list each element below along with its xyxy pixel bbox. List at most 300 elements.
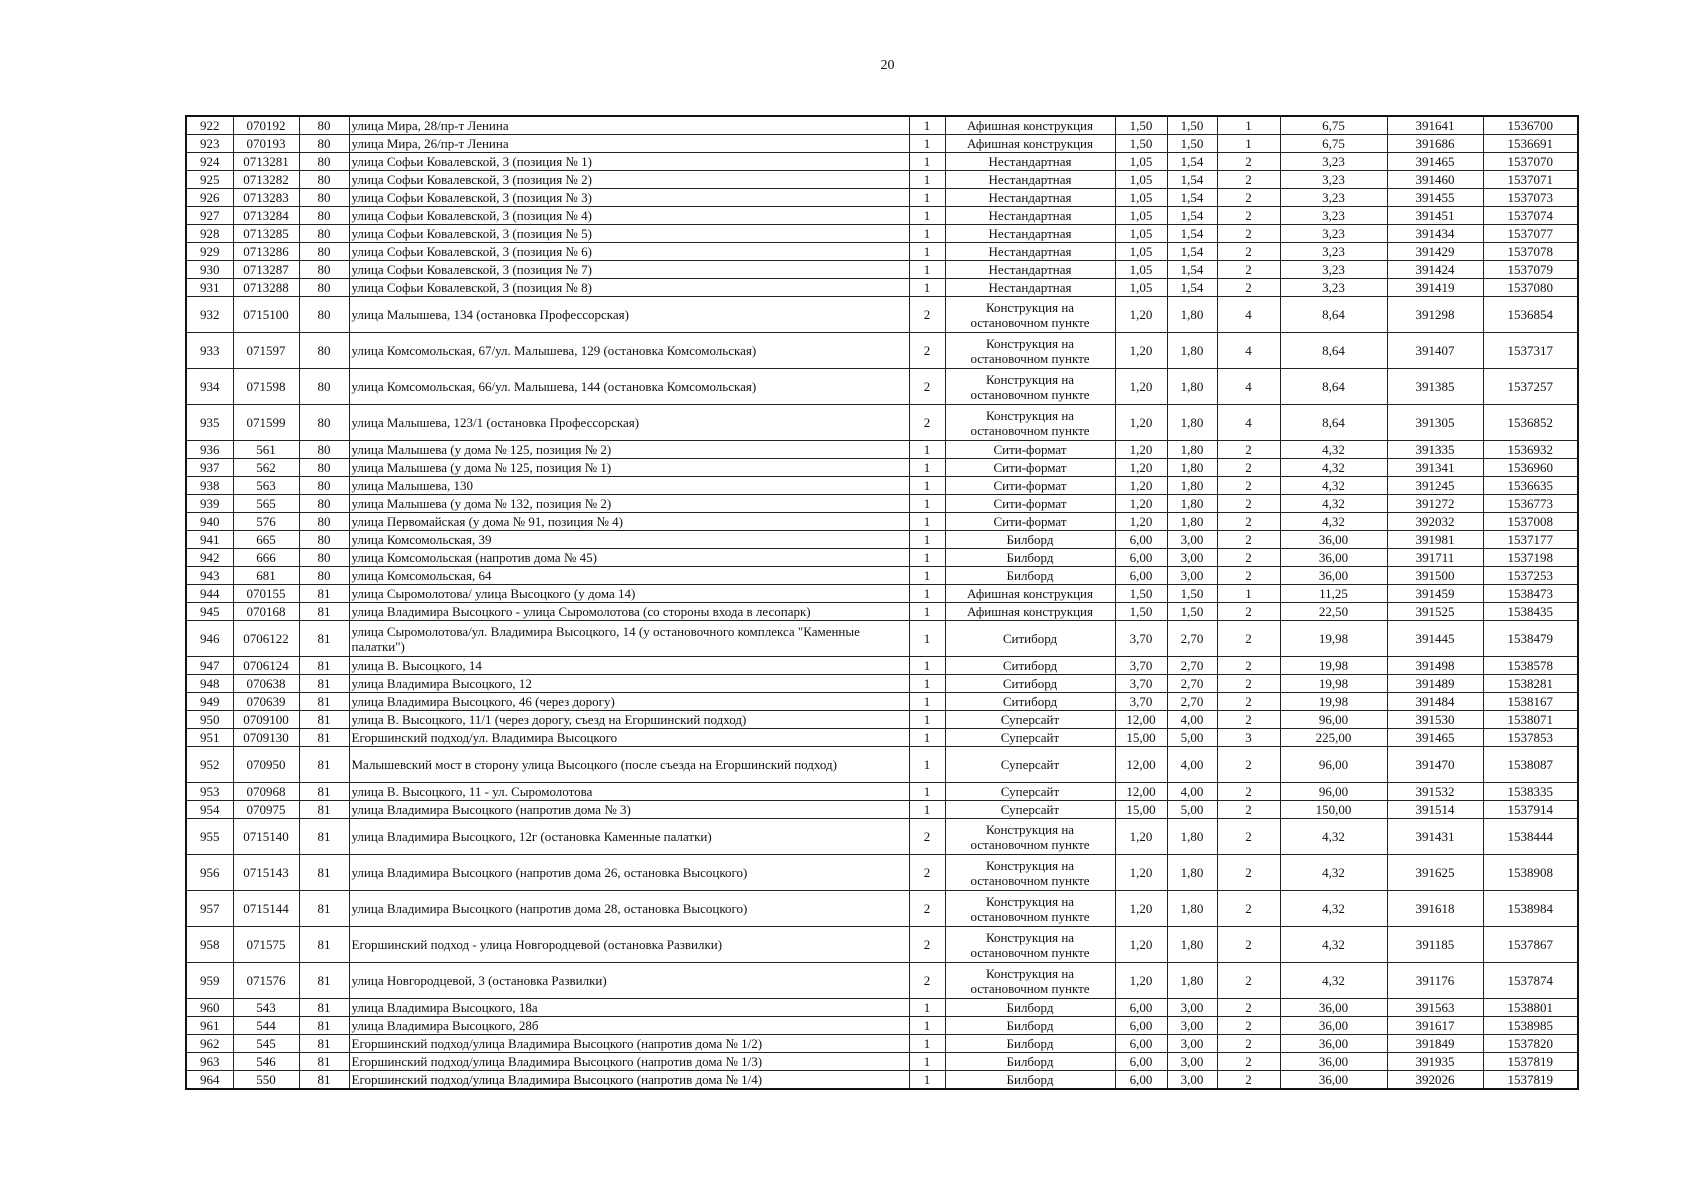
cell-construction-type: Ситиборд [945,675,1115,693]
cell-row-number: 944 [186,585,233,603]
cell-sides: 1 [909,549,945,567]
cell-address: улица Софьи Ковалевской, 3 (позиция № 8) [349,279,909,297]
cell-address: Егоршинский подход/ул. Владимира Высоцкого [349,729,909,747]
cell-construction-type: Нестандартная [945,171,1115,189]
cell-faces: 2 [1217,189,1280,207]
cell-row-number: 957 [186,891,233,927]
cell-code: 0715143 [233,855,299,891]
table-row [186,405,1578,441]
table-row [186,675,1578,693]
cell-coord-y: 1538908 [1483,855,1578,891]
cell-construction-type: Билборд [945,999,1115,1017]
cell-height: 1,80 [1167,927,1217,963]
table-row [186,963,1578,999]
cell-coord-y: 1537853 [1483,729,1578,747]
cell-district: 80 [299,513,349,531]
cell-coord-y: 1538335 [1483,783,1578,801]
cell-height: 1,80 [1167,513,1217,531]
cell-coord-x: 391341 [1387,459,1483,477]
table-row [186,549,1578,567]
cell-faces: 2 [1217,747,1280,783]
cell-district: 81 [299,711,349,729]
cell-district: 81 [299,693,349,711]
cell-construction-type: Нестандартная [945,225,1115,243]
cell-address: улица Мира, 26/пр-т Ленина [349,135,909,153]
cell-faces: 2 [1217,513,1280,531]
cell-construction-type: Нестандартная [945,189,1115,207]
cell-construction-type: Афишная конструкция [945,585,1115,603]
cell-row-number: 950 [186,711,233,729]
cell-faces: 2 [1217,621,1280,657]
cell-coord-x: 391431 [1387,819,1483,855]
cell-district: 81 [299,891,349,927]
table-row [186,1071,1578,1090]
cell-coord-y: 1537819 [1483,1071,1578,1090]
table-row [186,1017,1578,1035]
cell-area: 96,00 [1280,747,1387,783]
cell-district: 81 [299,585,349,603]
cell-faces: 4 [1217,405,1280,441]
cell-row-number: 940 [186,513,233,531]
cell-row-number: 922 [186,116,233,135]
cell-height: 2,70 [1167,657,1217,675]
cell-district: 81 [299,783,349,801]
cell-height: 1,80 [1167,297,1217,333]
table-row [186,1035,1578,1053]
cell-width: 6,00 [1115,531,1167,549]
cell-address: улица Комсомольская, 67/ул. Малышева, 129 (остановка Комсомольская) [349,333,909,369]
cell-address: Егоршинский подход - улица Новгородцевой (остановка Развилки) [349,927,909,963]
cell-construction-type: Конструкция на остановочном пункте [945,333,1115,369]
cell-area: 36,00 [1280,1053,1387,1071]
table-body [186,116,1578,1089]
cell-district: 80 [299,207,349,225]
cell-address: улица Новгородцевой, 3 (остановка Развилки) [349,963,909,999]
cell-construction-type: Билборд [945,1053,1115,1071]
cell-width: 1,05 [1115,225,1167,243]
cell-area: 19,98 [1280,693,1387,711]
cell-address: улица Комсомольская, 66/ул. Малышева, 144 (остановка Комсомольская) [349,369,909,405]
cell-sides: 1 [909,116,945,135]
cell-construction-type: Суперсайт [945,783,1115,801]
cell-address: улица Софьи Ковалевской, 3 (позиция № 5) [349,225,909,243]
cell-faces: 2 [1217,657,1280,675]
cell-coord-x: 391305 [1387,405,1483,441]
cell-construction-type: Афишная конструкция [945,116,1115,135]
cell-width: 1,20 [1115,927,1167,963]
cell-sides: 1 [909,801,945,819]
cell-code: 0713284 [233,207,299,225]
cell-area: 4,32 [1280,855,1387,891]
cell-address: улица Малышева (у дома № 125, позиция № 1) [349,459,909,477]
cell-height: 1,50 [1167,135,1217,153]
cell-faces: 2 [1217,783,1280,801]
cell-construction-type: Конструкция на остановочном пункте [945,891,1115,927]
cell-coord-y: 1538984 [1483,891,1578,927]
cell-coord-x: 391429 [1387,243,1483,261]
cell-row-number: 935 [186,405,233,441]
cell-code: 0713286 [233,243,299,261]
cell-width: 3,70 [1115,675,1167,693]
cell-area: 3,23 [1280,261,1387,279]
cell-address: улица Владимира Высоцкого, 12г (остановка Каменные палатки) [349,819,909,855]
cell-sides: 1 [909,207,945,225]
cell-construction-type: Конструкция на остановочном пункте [945,297,1115,333]
cell-area: 19,98 [1280,675,1387,693]
cell-area: 4,32 [1280,495,1387,513]
cell-address: Егоршинский подход/улица Владимира Высоцкого (напротив дома № 1/2) [349,1035,909,1053]
cell-coord-y: 1537070 [1483,153,1578,171]
cell-area: 19,98 [1280,621,1387,657]
cell-sides: 1 [909,567,945,585]
cell-construction-type: Билборд [945,1071,1115,1090]
table-row [186,657,1578,675]
cell-faces: 2 [1217,819,1280,855]
cell-height: 1,80 [1167,855,1217,891]
cell-district: 81 [299,1071,349,1090]
cell-width: 1,20 [1115,441,1167,459]
cell-width: 1,50 [1115,116,1167,135]
cell-height: 1,50 [1167,603,1217,621]
cell-area: 4,32 [1280,477,1387,495]
table-row [186,369,1578,405]
cell-sides: 1 [909,153,945,171]
cell-faces: 2 [1217,567,1280,585]
cell-construction-type: Билборд [945,1017,1115,1035]
cell-address: улица Малышева (у дома № 132, позиция № 2) [349,495,909,513]
cell-sides: 1 [909,459,945,477]
cell-row-number: 953 [186,783,233,801]
cell-area: 150,00 [1280,801,1387,819]
cell-area: 8,64 [1280,297,1387,333]
cell-code: 071576 [233,963,299,999]
cell-code: 562 [233,459,299,477]
table-row [186,711,1578,729]
cell-address: улица Комсомольская, 64 [349,567,909,585]
cell-coord-x: 391514 [1387,801,1483,819]
cell-coord-x: 391530 [1387,711,1483,729]
cell-area: 96,00 [1280,711,1387,729]
cell-sides: 1 [909,171,945,189]
cell-sides: 1 [909,747,945,783]
cell-faces: 2 [1217,477,1280,495]
cell-faces: 2 [1217,999,1280,1017]
cell-width: 1,20 [1115,963,1167,999]
cell-sides: 1 [909,477,945,495]
cell-width: 1,20 [1115,495,1167,513]
cell-height: 3,00 [1167,1053,1217,1071]
cell-code: 0713281 [233,153,299,171]
cell-height: 3,00 [1167,549,1217,567]
cell-row-number: 946 [186,621,233,657]
cell-address: Егоршинский подход/улица Владимира Высоцкого (напротив дома № 1/3) [349,1053,909,1071]
cell-address: улица Сыромолотова/ул. Владимира Высоцкого, 14 (у остановочного комплекса "Каменные палатки") [349,621,909,657]
cell-area: 3,23 [1280,153,1387,171]
cell-height: 1,50 [1167,116,1217,135]
cell-code: 070975 [233,801,299,819]
cell-code: 576 [233,513,299,531]
cell-row-number: 952 [186,747,233,783]
cell-coord-y: 1538473 [1483,585,1578,603]
cell-area: 3,23 [1280,189,1387,207]
cell-coord-y: 1537317 [1483,333,1578,369]
cell-code: 070192 [233,116,299,135]
cell-row-number: 947 [186,657,233,675]
cell-faces: 2 [1217,261,1280,279]
cell-coord-x: 391385 [1387,369,1483,405]
cell-width: 1,20 [1115,819,1167,855]
cell-sides: 1 [909,513,945,531]
cell-district: 80 [299,189,349,207]
cell-coord-y: 1536960 [1483,459,1578,477]
cell-area: 11,25 [1280,585,1387,603]
cell-faces: 2 [1217,207,1280,225]
cell-row-number: 927 [186,207,233,225]
cell-row-number: 936 [186,441,233,459]
cell-construction-type: Сити-формат [945,513,1115,531]
cell-code: 0715144 [233,891,299,927]
table-row [186,927,1578,963]
cell-construction-type: Конструкция на остановочном пункте [945,855,1115,891]
cell-width: 12,00 [1115,783,1167,801]
cell-sides: 1 [909,711,945,729]
cell-faces: 2 [1217,675,1280,693]
cell-height: 1,54 [1167,189,1217,207]
cell-faces: 2 [1217,693,1280,711]
cell-coord-y: 1538435 [1483,603,1578,621]
cell-faces: 1 [1217,116,1280,135]
cell-address: улица Первомайская (у дома № 91, позиция № 4) [349,513,909,531]
cell-construction-type: Сити-формат [945,477,1115,495]
cell-district: 80 [299,171,349,189]
cell-coord-y: 1538167 [1483,693,1578,711]
table-row [186,585,1578,603]
cell-construction-type: Ситиборд [945,693,1115,711]
cell-construction-type: Конструкция на остановочном пункте [945,927,1115,963]
cell-width: 1,20 [1115,891,1167,927]
cell-height: 5,00 [1167,801,1217,819]
cell-sides: 2 [909,333,945,369]
cell-faces: 2 [1217,891,1280,927]
table-row [186,729,1578,747]
cell-coord-y: 1536852 [1483,405,1578,441]
cell-construction-type: Билборд [945,567,1115,585]
cell-coord-y: 1536854 [1483,297,1578,333]
cell-coord-y: 1537867 [1483,927,1578,963]
cell-code: 665 [233,531,299,549]
cell-district: 81 [299,855,349,891]
cell-address: улица Сыромолотова/ улица Высоцкого (у дома 14) [349,585,909,603]
cell-coord-x: 391500 [1387,567,1483,585]
cell-coord-x: 391459 [1387,585,1483,603]
cell-code: 0715100 [233,297,299,333]
cell-address: Егоршинский подход/улица Владимира Высоцкого (напротив дома № 1/4) [349,1071,909,1090]
cell-code: 071599 [233,405,299,441]
cell-width: 6,00 [1115,567,1167,585]
cell-faces: 2 [1217,171,1280,189]
cell-coord-x: 391451 [1387,207,1483,225]
cell-code: 071598 [233,369,299,405]
cell-row-number: 939 [186,495,233,513]
constructions-table [185,115,1579,1090]
cell-coord-y: 1536691 [1483,135,1578,153]
cell-address: улица Владимира Высоцкого, 12 [349,675,909,693]
cell-construction-type: Билборд [945,1035,1115,1053]
cell-address: улица В. Высоцкого, 14 [349,657,909,675]
cell-code: 563 [233,477,299,495]
cell-district: 80 [299,369,349,405]
cell-sides: 1 [909,189,945,207]
cell-row-number: 928 [186,225,233,243]
cell-width: 6,00 [1115,1071,1167,1090]
cell-row-number: 942 [186,549,233,567]
cell-address: улица Владимира Высоцкого (напротив дома 28, остановка Высоцкого) [349,891,909,927]
cell-area: 36,00 [1280,1017,1387,1035]
cell-construction-type: Нестандартная [945,261,1115,279]
cell-faces: 2 [1217,441,1280,459]
cell-coord-x: 392026 [1387,1071,1483,1090]
cell-district: 80 [299,441,349,459]
cell-address: улица Малышева, 134 (остановка Профессорская) [349,297,909,333]
table-row [186,171,1578,189]
cell-sides: 1 [909,261,945,279]
cell-district: 81 [299,603,349,621]
cell-width: 3,70 [1115,621,1167,657]
cell-faces: 4 [1217,369,1280,405]
cell-coord-y: 1538801 [1483,999,1578,1017]
table-row [186,801,1578,819]
cell-sides: 2 [909,369,945,405]
cell-address: улица Мира, 28/пр-т Ленина [349,116,909,135]
cell-row-number: 933 [186,333,233,369]
cell-code: 070155 [233,585,299,603]
cell-district: 80 [299,459,349,477]
cell-coord-y: 1537079 [1483,261,1578,279]
cell-coord-x: 391424 [1387,261,1483,279]
cell-address: улица Малышева (у дома № 125, позиция № 2) [349,441,909,459]
cell-coord-y: 1537074 [1483,207,1578,225]
cell-construction-type: Ситиборд [945,621,1115,657]
cell-address: улица Софьи Ковалевской, 3 (позиция № 4) [349,207,909,225]
cell-construction-type: Нестандартная [945,207,1115,225]
table-row [186,513,1578,531]
cell-code: 0713287 [233,261,299,279]
cell-coord-y: 1536932 [1483,441,1578,459]
cell-sides: 1 [909,441,945,459]
cell-width: 1,05 [1115,261,1167,279]
table-row [186,135,1578,153]
cell-area: 19,98 [1280,657,1387,675]
table-row [186,621,1578,657]
cell-construction-type: Конструкция на остановочном пункте [945,369,1115,405]
cell-sides: 1 [909,279,945,297]
cell-height: 3,00 [1167,531,1217,549]
cell-code: 0713283 [233,189,299,207]
cell-width: 1,05 [1115,243,1167,261]
cell-sides: 1 [909,225,945,243]
table-row [186,279,1578,297]
cell-district: 80 [299,225,349,243]
cell-code: 561 [233,441,299,459]
cell-faces: 1 [1217,135,1280,153]
cell-height: 1,54 [1167,243,1217,261]
cell-district: 81 [299,729,349,747]
cell-row-number: 926 [186,189,233,207]
cell-coord-x: 391434 [1387,225,1483,243]
cell-coord-y: 1538479 [1483,621,1578,657]
table-row [186,693,1578,711]
cell-construction-type: Сити-формат [945,459,1115,477]
cell-width: 3,70 [1115,657,1167,675]
cell-faces: 2 [1217,801,1280,819]
cell-coord-x: 391455 [1387,189,1483,207]
page-number: 20 [880,58,895,73]
cell-row-number: 958 [186,927,233,963]
cell-height: 1,54 [1167,153,1217,171]
cell-coord-y: 1537078 [1483,243,1578,261]
table-row [186,999,1578,1017]
cell-code: 0713285 [233,225,299,243]
cell-construction-type: Нестандартная [945,279,1115,297]
cell-row-number: 934 [186,369,233,405]
cell-sides: 1 [909,1071,945,1090]
cell-district: 80 [299,261,349,279]
cell-construction-type: Афишная конструкция [945,603,1115,621]
cell-width: 12,00 [1115,711,1167,729]
cell-faces: 4 [1217,297,1280,333]
cell-district: 81 [299,657,349,675]
cell-address: улица Малышева, 123/1 (остановка Профессорская) [349,405,909,441]
cell-area: 8,64 [1280,369,1387,405]
cell-coord-y: 1538281 [1483,675,1578,693]
cell-code: 0715140 [233,819,299,855]
cell-coord-y: 1537008 [1483,513,1578,531]
cell-construction-type: Сити-формат [945,495,1115,513]
cell-construction-type: Билборд [945,549,1115,567]
cell-coord-x: 391272 [1387,495,1483,513]
cell-row-number: 962 [186,1035,233,1053]
cell-faces: 2 [1217,495,1280,513]
cell-code: 0713288 [233,279,299,297]
cell-height: 3,00 [1167,1035,1217,1053]
cell-row-number: 960 [186,999,233,1017]
cell-construction-type: Билборд [945,531,1115,549]
cell-district: 80 [299,531,349,549]
cell-district: 80 [299,495,349,513]
cell-height: 3,00 [1167,1017,1217,1035]
cell-row-number: 956 [186,855,233,891]
cell-coord-x: 391470 [1387,747,1483,783]
cell-coord-x: 391176 [1387,963,1483,999]
cell-width: 1,20 [1115,459,1167,477]
cell-area: 4,32 [1280,459,1387,477]
cell-district: 81 [299,801,349,819]
cell-sides: 1 [909,1017,945,1035]
cell-width: 1,20 [1115,333,1167,369]
cell-district: 81 [299,675,349,693]
cell-coord-y: 1537080 [1483,279,1578,297]
cell-coord-y: 1537257 [1483,369,1578,405]
cell-height: 1,80 [1167,333,1217,369]
cell-coord-x: 391532 [1387,783,1483,801]
cell-code: 545 [233,1035,299,1053]
cell-code: 0706122 [233,621,299,657]
cell-area: 4,32 [1280,819,1387,855]
cell-construction-type: Афишная конструкция [945,135,1115,153]
cell-faces: 2 [1217,1017,1280,1035]
cell-coord-x: 391419 [1387,279,1483,297]
cell-district: 81 [299,1035,349,1053]
